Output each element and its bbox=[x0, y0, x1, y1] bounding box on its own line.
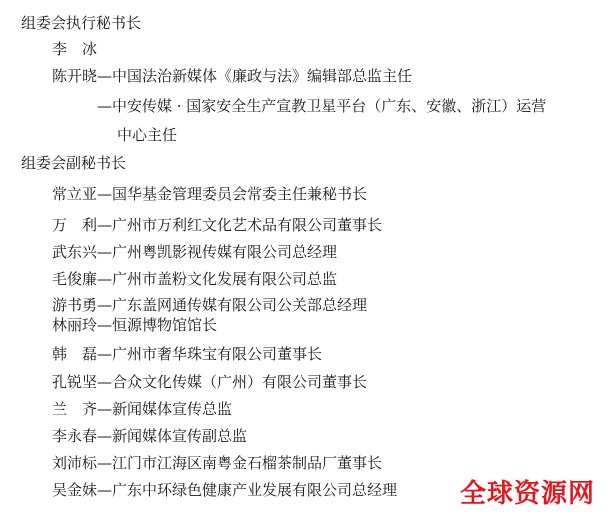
member-entry-continuation: —中安传媒 · 国家安全生产宣教卫星平台（广东、安徽、浙江）运营 bbox=[97, 97, 547, 115]
member-entry: 游书勇—广东盖网通传媒有限公司公关部总经理 bbox=[52, 296, 368, 314]
member-entry: 兰 齐—新闻媒体宣传总监 bbox=[52, 400, 233, 418]
member-entry: 李永春—新闻媒体宣传副总监 bbox=[52, 427, 248, 445]
member-entry-continuation: 中心主任 bbox=[117, 126, 178, 144]
member-entry: 万 利—广州市万利红文化艺术品有限公司董事长 bbox=[52, 216, 383, 234]
member-entry: 刘沛标—江门市江海区南粤金石榴茶制品厂董事长 bbox=[52, 454, 383, 472]
member-entry: 武东兴—广州粤凯影视传媒有限公司总经理 bbox=[52, 243, 338, 261]
watermark-logo: 全球资源网 bbox=[460, 479, 596, 509]
member-entry: 韩 磊—广州市奢华珠宝有限公司董事长 bbox=[52, 345, 323, 363]
member-entry: 林丽玲—恒源博物馆馆长 bbox=[52, 316, 218, 334]
member-entry: 孔锐坚—合众文化传媒（广州）有限公司董事长 bbox=[52, 373, 368, 391]
member-entry: 吴金妹—广东中环绿色健康产业发展有限公司总经理 bbox=[52, 481, 398, 499]
member-entry: 李 冰 bbox=[52, 40, 98, 58]
member-entry: 常立亚—国华基金管理委员会常委主任兼秘书长 bbox=[52, 185, 368, 203]
section-heading-executive-secretary-general: 组委会执行秘书长 bbox=[21, 14, 142, 32]
section-heading-deputy-secretary-general: 组委会副秘书长 bbox=[21, 154, 127, 172]
member-entry: 毛俊廉—广州市盖粉文化发展有限公司总监 bbox=[52, 270, 338, 288]
member-entry: 陈开晓—中国法治新媒体《廉政与法》编辑部总监主任 bbox=[52, 67, 413, 85]
